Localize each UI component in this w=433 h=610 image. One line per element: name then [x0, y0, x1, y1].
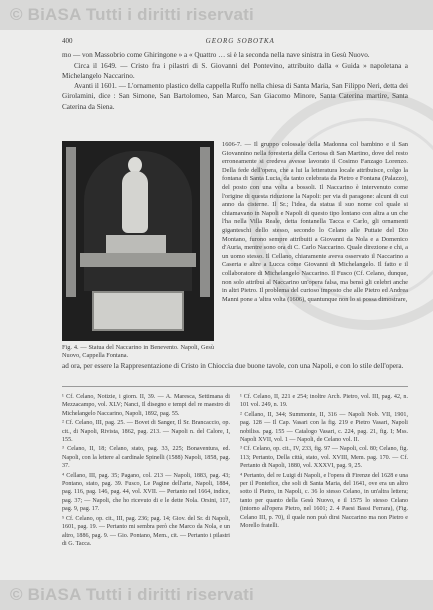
- left-column: [66, 147, 76, 297]
- footnote: ³ Cf. Celano, op. cit., IV, 233, fig. 97 — Napoli, col. 80; Celano, fig. 113; Pertanto, Della città, stato, vol. XVIII, Mem. pag. 170. — Cf. Pertanto di Napoli, 1880, vol. XXXVI, pag. 9, 25.: [240, 446, 408, 470]
- paragraph-right: 1606-7. — Il gruppo colossale della Madonna col bambino e il San Giovannino nella foresteria della Certosa di San Martino, dove del resto erroneamente si credeva avesse lavorato il Cosimo Fanzago Lorenzo. Della fede dell'opera, che a lui la letteratura locale attribuisce, colgo la fontana di Santa Lucia, da tanto celebrata da Pietro e Fontana (Palazzo), del posto con una volta a bossoli. Il Naccarino è intervenuto come l'origine di questa riduzione la Napoli: per via di paragone: alcuni di cui anno da cisterne. Il Sr.; l'idea, da statua il suo nome col quale si chiamavano in Napoli e Napoli di questo tipo lontano con altra a un che l'ha nella Villa Reale, detta fontanella Tacca e Carlo, gli ornamenti giganteschi dello stesso, secondo lo Celano alle Puttaie del Dio Montano, furono sempre attribuiti a Giovanni da Nola e a Domenico d'Auria, mentre sono ora di C. Carlo Naccarino. Quale direzione e chi, a un uomo stesso. Il Cellano, chiaramente aveva osservato il Naccarino a Caserta e altre a Lucca come Giovanni di Michelangelo. Il fatto e il collaboratore di Michelangelo Naccarino. Il Fusco (Cf. Celano, dunque, non solo attribuì al Naccarino un'opera falsa, ma bensì gli celebri anche in altri Pietro. Il problema del curioso imposto che alle Pietro ed Andrea Manni pone a 'altra volta (1606), quantunque non lo si possa dimostrare,: [222, 141, 408, 303]
- footnote: ⁵ Cf. Celano, op. cit., III, pag. 236; pag. 14; Giov. del Sr. di Napoli, 1601, pag. 19. — Pertanto mi sembra però che Marco da Nola, e un altro, 1886, pag. 9. — Gio. Pontano, Mem., cit. — Pertanto i pilastri di G. Tacca.: [62, 515, 230, 547]
- footnote: ¹ Cf. Celano, Notizie, i giorn. II, 39. — A. Maresca, Settimana di Mezzacampo, vol. XLV; Nanci, Il disegno e tempi del re maestro di Michelangelo Naccarino, Napoli, 1892, pag. 55.: [62, 394, 230, 417]
- watermark-banner-bottom: © BiASA Tutti i diritti riservati: [0, 580, 433, 610]
- plinth: [80, 253, 196, 267]
- figure-caption: Fig. 4. — Statua del Naccarino in Benevento. Napoli, Gesù Nuovo, Cappella Fontana.: [62, 344, 214, 359]
- footnote: ⁴ Cellano, III, pag. 35; Pagano, col. 213 — Napoli, 1883, pag. 43; Pontano, stato, pag. 39. Fusco, Le Pagine dell'arte, Napoli, 1884, pag. 116, pag. 146, pag. 44, vol. XVII. — Pertanto nel 1664, indice, pag. 37; — Napoli, che ho ricevuto di e le dette Nola. Orsini, 117, pag. 9, pag. 17.: [62, 472, 230, 513]
- footnote: ¹ Cf. Celano, II, 221 e 254; inoltre Arch. Pietro, vol. III, pag. 42, n. 101 vol. 249, n. 19.: [240, 394, 408, 409]
- running-title: GEORG SOBOTKA: [205, 37, 275, 45]
- right-column: [200, 147, 210, 297]
- text-right-column: [222, 141, 408, 304]
- text-after-figure: [62, 361, 408, 371]
- footnote: ² Cellano, II, 344; Summonte, II, 316 — Napoli Nob. VII, 1901, pag. 128 — Il Cap. Vasari con la fig. 219 e Pietro Vasari, Napoli nobiliss. pag. 155 — Catalogo Vasari, c. 224, pag. 21, fig. I; Mss. Napoli XVII, vol. 1 — Napoli, de Celano vol. II.: [240, 411, 408, 444]
- footnote: ³ Celano, II, 18; Celano, stato, pag. 33, 225; Bonaventura, ed. Napoli, con la lettere al cardinale Spinelli (1588) Napoli, 1858, pag. 37.: [62, 446, 230, 470]
- paragraph-after-figure: ad ora, per essere la Rappresentazione di Cristo in Chioccia due buone tavole, con una Napoli, e con lo stile dell'opera.: [62, 362, 404, 370]
- footnote: ² Cf. Celano, III, pag. 25. — Bovet di Sanger, Il Sr. Brancaccio, op. cit., di Napoli, Rivista, 1862, pag. 213. — Napoli n. del Calore, I, 155.: [62, 420, 230, 444]
- statue-body: [122, 171, 148, 233]
- statue-base: [106, 235, 166, 253]
- page-header: [62, 36, 408, 46]
- figure-statue: [62, 141, 214, 363]
- footnotes-right: [240, 393, 408, 549]
- paragraph-intro: mo — von Massobrio come Ghiringone » a « Quattro … si è la seconda nella nave sinistra in Gesù Nuovo.: [62, 51, 370, 60]
- book-page: [62, 36, 408, 570]
- footnote: ⁴ Pertanto, del re Luigi di Napoli, e l'opera di Firenze del 1628 e una per il Pontefice, che soli di Santa Maria, del 1641, ove era un altro sotto il Pietro, in Napoli, c. 36 lo stesso Celano, in un'altra lettera; tanto per quanto della Gesù Nuovo, e il 1575 lo stesso Celano (intorno all'opera Pietro, nel 1601; 2. 4 Paesi Bassi Ferrara), (Fig. Celano III, p. 70), il quale non può dirsi Naccarino ma non Pietro e Morello fratelli.: [240, 472, 408, 530]
- memorial-plaque: [92, 291, 184, 331]
- paragraph-2: Avanti il 1601. — L'ornamento plastico della cappella Ruffo nella chiesa di Santa Maria, San Filippo Neri, detta dei Girolamini, dice : San Simone, San Bartolomeo, San Marco, San Giacomo Minore, Santa Caterina martire, Santa Caterina da Siena.: [62, 82, 408, 111]
- page-number: 400: [62, 37, 73, 45]
- watermark-banner-top: © BiASA Tutti i diritti riservati: [0, 0, 433, 30]
- paragraph-1: Circa il 1649. — Cristo fra i pilastri di S. Giovanni del Pontevino, attribuito dalla « Guida » napoletana a Michelangelo Naccarino.: [62, 61, 408, 80]
- footnotes-left: [62, 393, 230, 549]
- statue-photograph: [62, 141, 214, 341]
- footnotes: [62, 386, 408, 549]
